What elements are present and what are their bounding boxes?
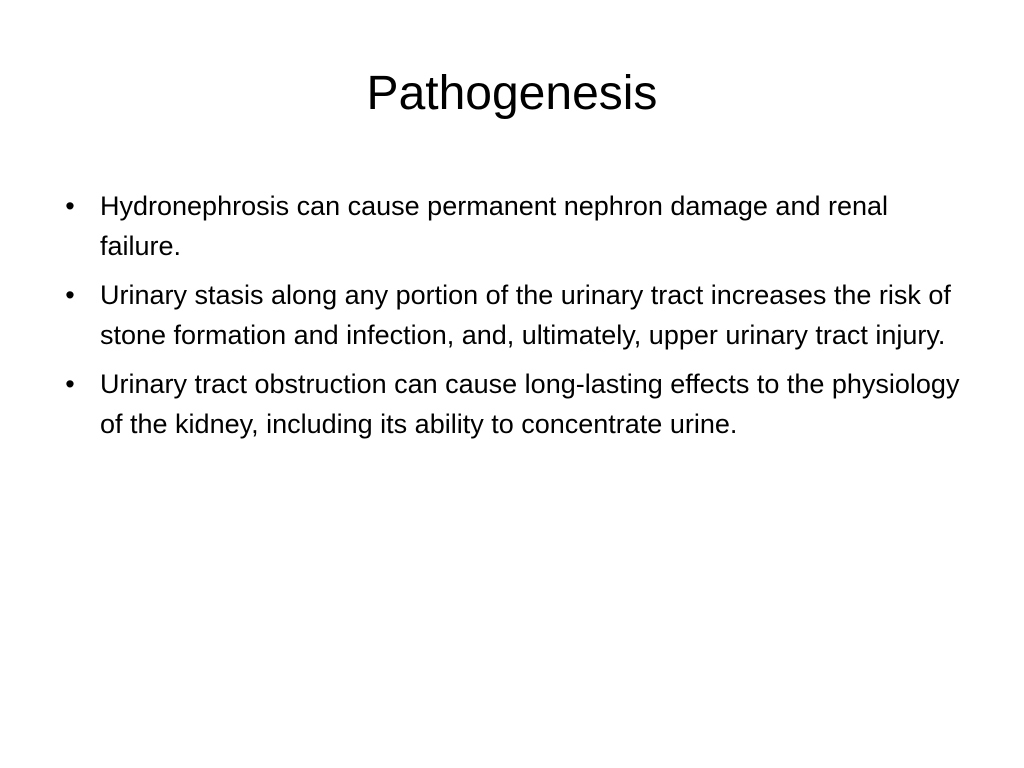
bullet-item [60,186,960,266]
bullet-dot-icon: • [65,191,75,221]
bullet-text: Urinary stasis along any portion of the urinary tract increases the risk of stone formation and infection, and, ultimately, upper urinary tract injury. [100,280,951,350]
bullet-item [60,364,960,444]
slide-title: Pathogenesis [366,67,658,120]
bullet-item [60,275,960,355]
bullet-list [60,186,960,453]
bullet-text: Hydronephrosis can cause permanent nephron damage and renal failure. [100,191,889,261]
bullet-text: Urinary tract obstruction can cause long-lasting effects to the physiology of the kidney, including its ability to concentrate urine. [100,369,960,439]
bullet-dot-icon: • [65,280,75,310]
bullet-dot-icon: • [65,369,75,399]
